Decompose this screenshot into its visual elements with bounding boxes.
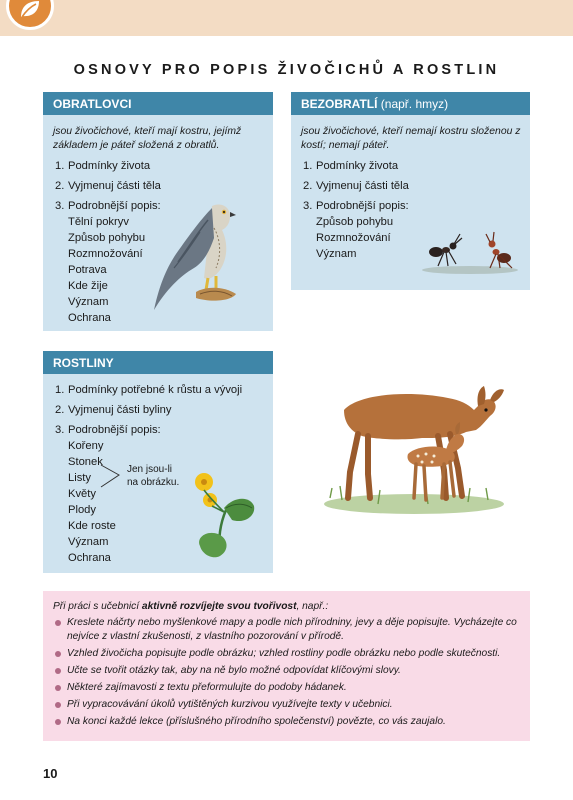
detail-item: Listy: [68, 472, 92, 484]
brace-note-line: na obrázku.: [127, 477, 180, 488]
page-title: OSNOVY PRO POPIS ŽIVOČICHŮ A ROSTLIN: [73, 62, 500, 78]
item-number: 2.: [55, 179, 65, 192]
item-number: 1.: [303, 160, 313, 172]
bullet-icon: [55, 620, 61, 626]
detail-item: Rozmnožování: [68, 248, 143, 260]
plants-heading-text: ROSTLINY: [53, 356, 114, 370]
item-text: Vyjmenuj části byliny: [68, 403, 172, 416]
tip-text: Na konci každé lekce (příslušného přírodního společenství) povězte, co vás zaujalo.: [67, 716, 446, 727]
tips-intro-emphasis: aktivně rozvíjejte svou tvořivost: [141, 601, 297, 612]
tip-text: Kreslete náčrty nebo myšlenkové mapy a podle nich přírodniny, jevy a děje popisujte. Vycházejte co nejvíce z vlastní zkušenosti, z vlastního pozorování v přírodě.: [67, 617, 517, 642]
detail-item: Rozmnožování: [316, 232, 391, 244]
tip-item: [53, 698, 520, 712]
brace-icon: [99, 462, 123, 490]
item-number: 2.: [303, 179, 313, 192]
invertebrates-intro: jsou živočichové, kteří nemají kostru složenou z kostí; nemají páteř.: [301, 126, 521, 151]
detail-item: Kořeny: [68, 440, 104, 452]
brace-note: [127, 463, 179, 489]
tips-intro-suffix: , např.:: [296, 601, 329, 612]
detail-item: Kde roste: [68, 520, 116, 532]
tip-text: Některé zajímavosti z textu přeformulujte do podoby hádanek.: [67, 682, 347, 693]
detail-item: Tělní pokryv: [68, 216, 129, 228]
plants-heading: [43, 351, 273, 374]
item-number: 2.: [55, 403, 65, 416]
vertebrates-heading: [43, 92, 273, 115]
tips-intro: [53, 600, 520, 614]
outline-item: [303, 157, 530, 177]
item-text: Vyjmenuj části těla: [68, 179, 161, 192]
item-text: Podmínky potřebné k růstu a vývoji: [68, 384, 243, 396]
detail-item: Stonek: [68, 456, 103, 468]
tips-intro-prefix: Při práci s učebnicí: [53, 601, 140, 612]
marsh-marigold-illustration: [190, 468, 260, 560]
item-number: 3.: [303, 200, 313, 212]
brace-note-line: Jen jsou-li: [127, 464, 173, 475]
item-number: 3.: [55, 424, 65, 436]
detail-item: Způsob pohybu: [68, 232, 146, 244]
bullet-icon: [55, 668, 61, 674]
detail-item: Potrava: [68, 264, 107, 276]
item-text: Vyjmenuj části těla: [316, 179, 409, 192]
tip-item: [53, 681, 520, 695]
detail-item: Květy: [68, 488, 96, 500]
tip-item: [53, 647, 520, 661]
bullet-icon: [55, 651, 61, 657]
detail-item: Význam: [316, 248, 357, 260]
item-text: Podmínky života: [316, 160, 399, 172]
vertebrates-heading-text: OBRATLOVCI: [53, 97, 132, 111]
tip-item: [53, 715, 520, 729]
outline-item: [55, 177, 273, 197]
vertebrates-intro: jsou živočichové, kteří mají kostru, jejímž základem je páteř složená z obratlů.: [53, 126, 242, 151]
item-number: 3.: [55, 200, 65, 212]
outline-item: [55, 157, 273, 177]
detail-item: Význam: [68, 536, 109, 548]
item-number: 1.: [55, 160, 65, 172]
page-number: 10: [43, 766, 58, 781]
invertebrates-heading-note: (např. hmyz): [380, 97, 449, 111]
item-text: Podrobnější popis:: [68, 200, 161, 212]
invertebrates-heading-text: BEZOBRATLÍ: [301, 97, 378, 111]
item-text: Podmínky života: [68, 160, 151, 172]
detail-item: Ochrana: [68, 312, 111, 324]
detail-item: Význam: [68, 296, 109, 308]
tip-text: Vzhled živočicha popisujte podle obrázku; vzhled rostliny podle obrázku nebo podle skutečnosti.: [67, 648, 501, 659]
outline-item: [55, 381, 273, 401]
deer-and-fawn-illustration: [318, 370, 510, 518]
invertebrates-heading: [291, 92, 530, 115]
item-number: 1.: [55, 384, 65, 396]
tips-box: [43, 591, 530, 741]
header-band: [0, 0, 573, 36]
bullet-icon: [55, 685, 61, 691]
ants-illustration: [420, 228, 524, 276]
detail-item: Plody: [68, 504, 96, 516]
bullet-icon: [55, 719, 61, 725]
item-text: Podrobnější popis:: [68, 424, 161, 436]
tip-text: Při vypracovávání úkolů vytištěných kurzivou využívejte texty v učebnici.: [67, 699, 393, 710]
leaf-icon: [19, 0, 41, 19]
item-text: Podrobnější popis:: [316, 200, 409, 212]
bullet-icon: [55, 702, 61, 708]
tips-list: [53, 616, 520, 729]
detail-item: Způsob pohybu: [316, 216, 394, 228]
tip-item: [53, 664, 520, 678]
hawk-illustration: [150, 198, 250, 318]
detail-item: Kde žije: [68, 280, 108, 292]
tip-text: Učte se tvořit otázky tak, aby na ně bylo možné odpovídat klíčovými slovy.: [67, 665, 401, 676]
tip-item: [53, 616, 520, 644]
detail-item: Ochrana: [68, 552, 111, 564]
outline-item: [55, 401, 273, 421]
outline-item: [303, 177, 530, 197]
